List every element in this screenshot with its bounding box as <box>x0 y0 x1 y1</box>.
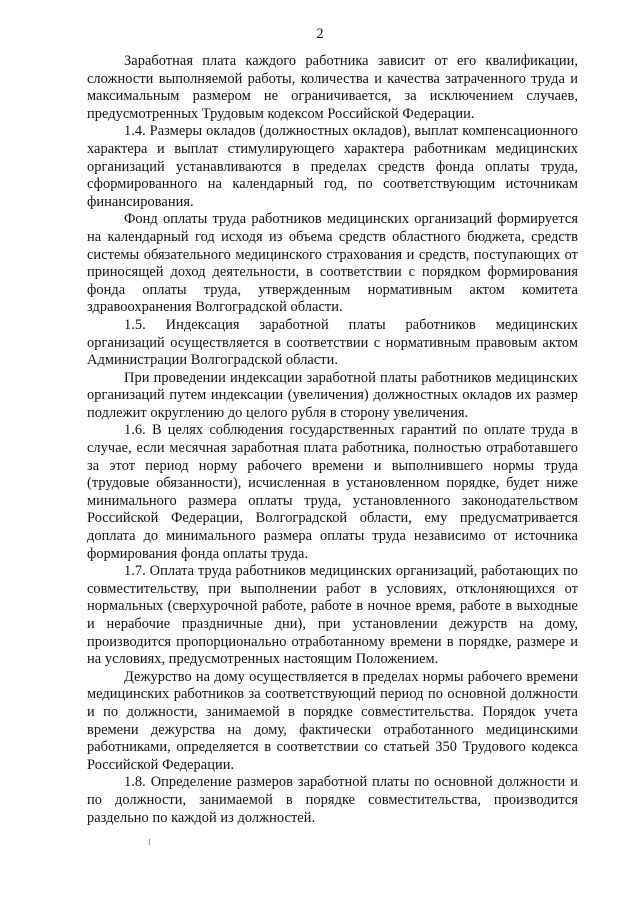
page-number: 2 <box>316 26 324 42</box>
document-body <box>87 53 578 827</box>
paragraph-1-6: 1.6. В целях соблюдения государственных гарантий по оплате труда в случае, если месячная заработная плата работника, полностью отработавшего за этот период норму рабочего времени и выполнившего нормы труда (трудовые обязанности), исчисленная в установленном порядке, будет ниже минимального размера оплаты труда, установленного законодательством Российской Федерации, Волгоградской области, ему предусматривается доплата до минимального размера оплаты труда независимо от источника формирования фонда оплаты труда. <box>87 422 578 562</box>
paragraph-indexation-rounding: При проведении индексации заработной платы работников медицинских организаций путем индексации (увеличения) должностных окладов их размер подлежит округлению до целого рубля в сторону увеличения. <box>87 369 578 421</box>
paragraph-home-duty: Дежурство на дому осуществляется в пределах нормы рабочего времени медицинских работников за соответствующий период по основной должности и по должности, занимаемой в порядке совместительства. Порядок учета времени дежурства на дому, фактически отработанного медицинскими работниками, определяется в соответствии со статьей 350 Трудового кодекса Российской Федерации. <box>87 668 578 773</box>
paragraph-1-7: 1.7. Оплата труда работников медицинских организаций, работающих по совместительству, при выполнении работ в условиях, отклоняющихся от нормальных (сверхурочной работе, работе в ночное время, работе в выходные и нерабочие праздничные дни), при установлении дежурств на дому, производится пропорционально отработанному времени в порядке, размере и на условиях, предусмотренных настоящим Положением. <box>87 563 578 668</box>
paragraph-wage-fund: Фонд оплаты труда работников медицинских организаций формируется на календарный год исходя из объема средств областного бюджета, средств системы обязательного медицинского страхования и средств, поступающих от приносящей доход деятельности, в соответствии с порядком формирования фонда оплаты труда, утвержденным нормативным актом комитета здравоохранения Волгоградской области. <box>87 211 578 316</box>
paragraph-1-5: 1.5. Индексация заработной платы работников медицинских организаций осуществляется в соответствии с нормативным правовым актом Администрации Волгоградской области. <box>87 316 578 369</box>
scan-artifact-mark <box>149 839 150 845</box>
paragraph-1-8: 1.8. Определение размеров заработной платы по основной должности и по должности, занимаемой в порядке совместительства, производится раздельно по каждой из должностей. <box>87 774 578 826</box>
paragraph-1-4: 1.4. Размеры окладов (должностных окладов), выплат компенсационного характера и выплат стимулирующего характера работникам медицинских организаций устанавливаются в пределах средств фонда оплаты труда, сформированного на календарный год, по соответствующим источникам финансирования. <box>87 123 578 210</box>
paragraph-salary-dependence: Заработная плата каждого работника зависит от его квалификации, сложности выполняемой работы, количества и качества затраченного труда и максимальным размером не ограничивается, за исключением случаев, предусмотренных Трудовым кодексом Российской Федерации. <box>87 53 578 122</box>
